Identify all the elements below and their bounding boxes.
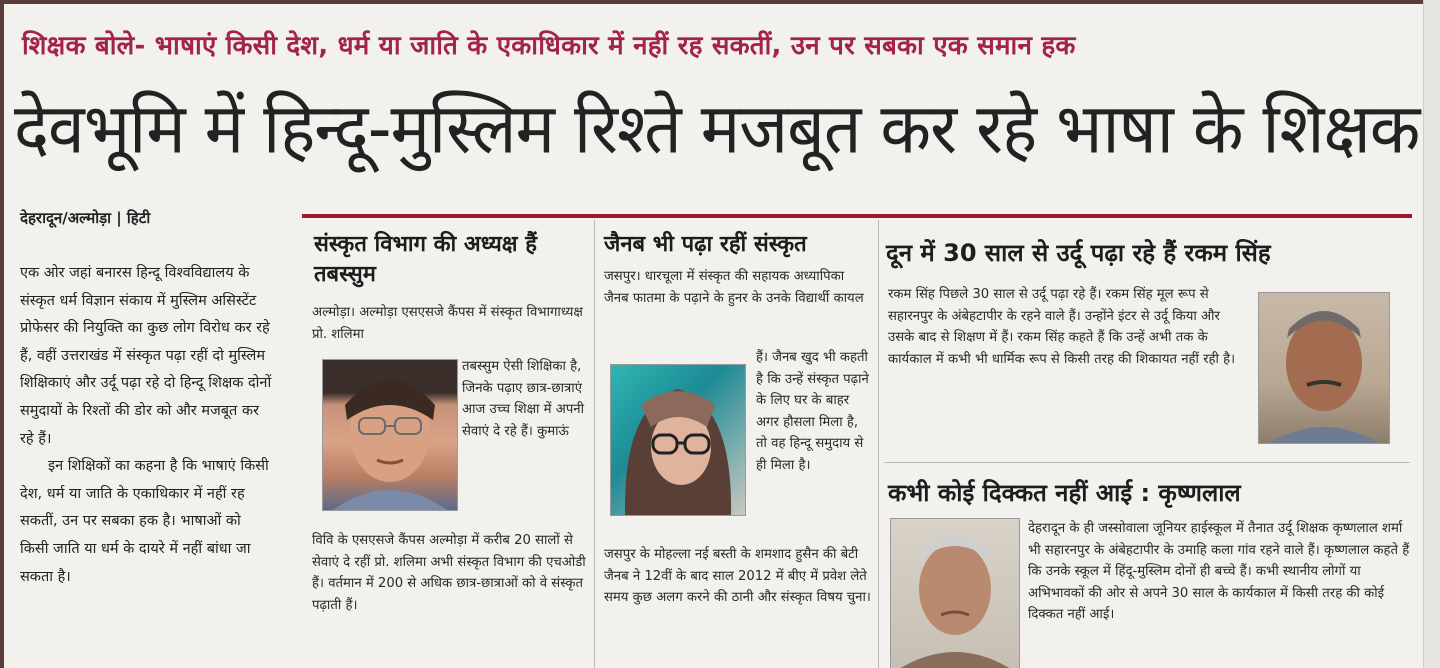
newspaper-clipping <box>4 4 1424 668</box>
section-rule <box>302 214 1412 218</box>
column-divider <box>878 220 879 668</box>
teacher-photo-rakam-singh <box>1258 292 1390 444</box>
story3-body: रकम सिंह पिछले 30 साल से उर्दू पढ़ा रहे हैं। रकम सिंह मूल रूप से सहारनपुर के अंबेहटापीर के रहने वाले हैं। उन्होंने इंटर से उर्दू किया और उसके बाद से शिक्षण में हैं। रकम सिंह कहते हैं कि उन्हें अभी तक के कार्यकाल में कभी भी धार्मिक रूप से किसी तरह की शिकायत नहीं रही है। <box>888 287 1236 367</box>
intro-paragraph-1: एक ओर जहां बनारस हिन्दू विश्वविद्यालय के संस्कृत धर्म विज्ञान संकाय में मुस्लिम असिस्टेंट प्रोफेसर की नियुक्ति का कुछ लोग विरोध कर रहे हैं, वहीं उत्तराखंड में संस्कृत पढ़ा रहीं दो मुस्लिम शिक्षिकाएं और उर्दू पढ़ा रहे दो हिन्दू शिक्षक दोनों समुदायों के रिश्तों की डोर को और मजबूत कर रहे हैं। <box>20 265 272 447</box>
intro-paragraph-2: इन शिक्षिकों का कहना है कि भाषाएं किसी देश, धर्म या जाति के एकाधिकार में नहीं रह सकतीं, उन पर सबका हक है। भाषाओं को किसी जाति या धर्म के दायरे में नहीं बांधा जा सकता है। <box>20 458 269 585</box>
teacher-photo-tabassum <box>322 359 458 511</box>
teacher-photo-krishnalal <box>890 518 1020 668</box>
story1-lead: अल्मोड़ा। अल्मोड़ा एसएसजे कैंपस में संस्कृत विभागाध्यक्ष प्रो. शलिमा <box>312 305 583 342</box>
story1-title: संस्कृत विभाग की अध्यक्ष हैं तबस्सुम <box>314 232 537 287</box>
story2-tail: जसपुर के मोहल्ला नई बस्ती के शमशाद हुसैन की बेटी जैनब ने 12वीं के बाद साल 2012 में बीए में प्रवेश लेते समय कुछ अलग करने की ठानी और संस्कृत विषय चुना। <box>604 547 871 606</box>
story3-title: दून में 30 साल से उर्दू पढ़ा रहे हैं रकम सिंह <box>886 239 1271 267</box>
story1-side-text: तबस्सुम ऐसी शिक्षिका है, जिनके पढ़ाए छात्र-छात्राएं आज उच्च शिक्षा में अपनी सेवाएं दे रहे हैं। कुमाऊं <box>462 359 585 439</box>
story-divider <box>884 462 1410 463</box>
teacher-photo-zainab <box>610 364 746 516</box>
intro-column <box>20 260 272 591</box>
page-edge <box>1423 0 1440 668</box>
main-headline: देवभूमि में हिन्दू-मुस्लिम रिश्ते मजबूत कर रहे भाषा के शिक्षक <box>14 88 1420 170</box>
story2-lead: जसपुर। धारचूला में संस्कृत की सहायक अध्यापिका जैनब फातमा के पढ़ाने के हुनर के उनके विद्यार्थी कायल <box>604 269 864 306</box>
story1-tail: विवि के एसएसजे कैंपस अल्मोड़ा में करीब 20 सालों से सेवाएं दे रहीं प्रो. शलिमा अभी संस्कृत विभाग की एचओडी हैं। वर्तमान में 200 से अधिक छात्र-छात्राओं को वे संस्कृत पढ़ाती हैं। <box>312 533 586 613</box>
column-divider <box>594 220 595 668</box>
kicker-headline: शिक्षक बोले- भाषाएं किसी देश, धर्म या जाति के एकाधिकार में नहीं रह सकतीं, उन पर सबका एक समान हक <box>22 31 1076 61</box>
story2-title: जैनब भी पढ़ा रहीं संस्कृत <box>604 232 807 257</box>
story4-title: कभी कोई दिक्कत नहीं आई : कृष्णलाल <box>888 479 1241 507</box>
story2-side-text: हैं। जैनब खुद भी कहती है कि उन्हें संस्कृत पढ़ाने के लिए घर के बाहर अगर हौसला मिला है, तो वह हिन्दू समुदाय से ही मिला है। <box>756 350 869 473</box>
story4-body: देहरादून के ही जस्सोवाला जूनियर हाईस्कूल में तैनात उर्दू शिक्षक कृष्णलाल शर्मा भी सहारनपुर के अंबेहटापीर के उमाहि कला गांव रहने वाले हैं। कृष्णलाल कहते हैं कि उनके स्कूल में हिंदू-मुस्लिम दोनों ही बच्चे हैं। कभी स्थानीय लोगों या अभिभावकों की ओर से अपने 30 साल के कार्यकाल में किसी तरह की कोई दिक्कत नहीं आई। <box>1028 521 1410 623</box>
dateline: देहरादून/अल्मोड़ा | हिटी <box>20 209 151 227</box>
